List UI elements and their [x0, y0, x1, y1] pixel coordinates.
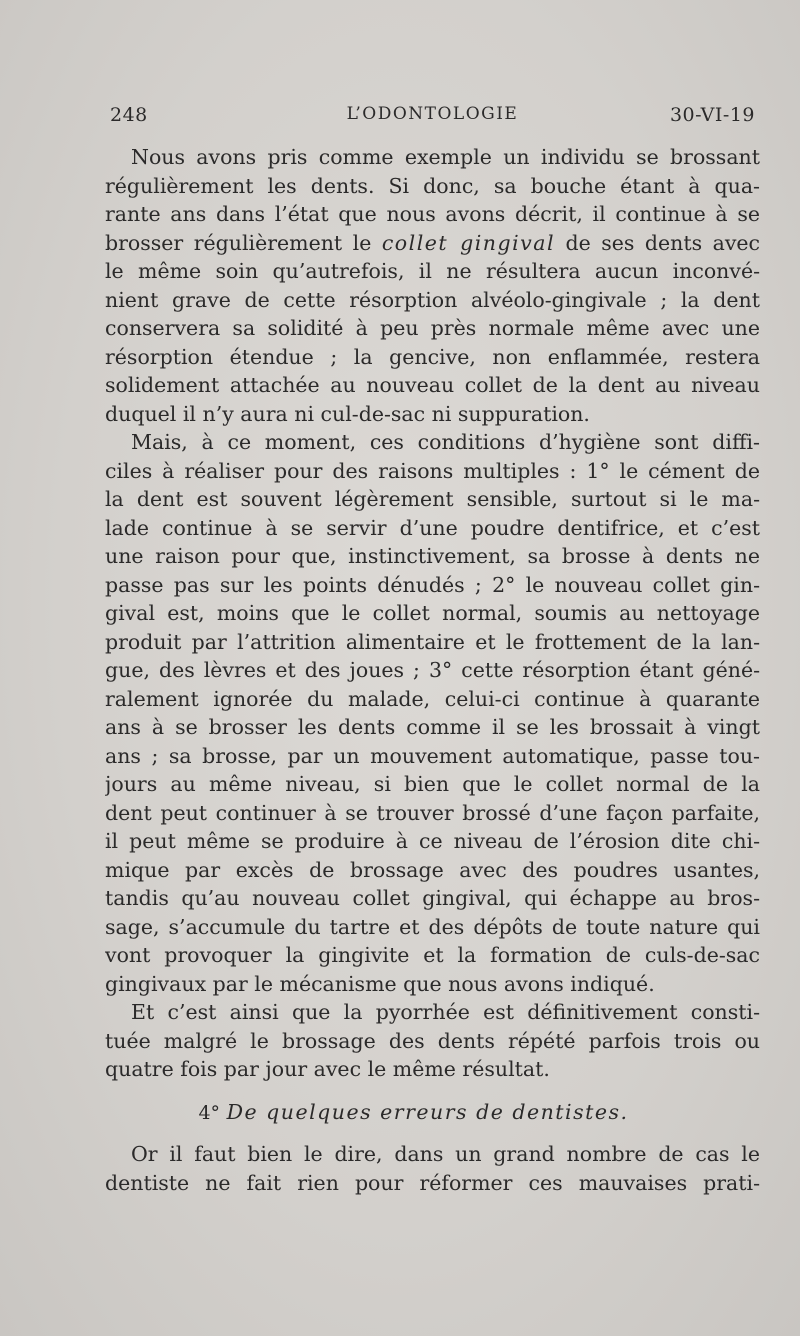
- text-line: Or il faut bien le dire, dans un grand nombre de cas le: [131, 1142, 760, 1166]
- section-number: 4°: [198, 1101, 221, 1124]
- text-line: gival est, moins que le collet normal, soumis au nettoyage: [105, 601, 760, 625]
- section-title: De quelques erreurs de dentistes.: [226, 1099, 629, 1124]
- paragraph-1: [105, 143, 760, 428]
- text-line: lade continue à se servir d’une poudre dentifrice, et c’est: [105, 515, 760, 540]
- text-line: le même soin qu’autrefois, il ne résultera aucun inconvé-: [105, 259, 760, 283]
- italic-term: collet gingival: [381, 230, 556, 255]
- text-line: [105, 229, 760, 258]
- text-line: une raison pour que, instinctivement, sa brosse à dents ne: [105, 544, 760, 568]
- text-line: Et c’est ainsi que la pyorrhée est définitivement consti-: [131, 1000, 760, 1024]
- page-header: [110, 104, 755, 132]
- text-line: nient grave de cette résorption alvéolo-gingivale ; la dent: [105, 287, 760, 312]
- page-body: [105, 143, 760, 1197]
- text-line: ans à se brosser les dents comme il se les brossait à vingt: [105, 715, 760, 739]
- text-line: dentiste ne fait rien pour réformer ces mauvaises prati-: [105, 1170, 760, 1195]
- text-line: régulièrement les dents. Si donc, sa bouche étant à qua-: [105, 173, 760, 198]
- issue-date: 30-VI-19: [669, 104, 755, 126]
- text-line: jours au même niveau, si bien que le collet normal de la: [105, 772, 760, 796]
- text-line: vont provoquer la gingivite et la formation de culs-de-sac: [105, 943, 760, 967]
- text-line: la dent est souvent légèrement sensible, surtout si le ma-: [105, 487, 760, 511]
- text-span: brosser régulièrement le: [105, 230, 382, 255]
- text-line: Nous avons pris comme exemple un individu se brossant: [131, 145, 760, 169]
- text-line: tuée malgré le brossage des dents répété parfois trois ou: [105, 1028, 760, 1053]
- paragraph-4: [105, 1140, 760, 1197]
- text-line: ralement ignorée du malade, celui-ci continue à quarante: [105, 686, 760, 711]
- section-heading: [105, 1098, 760, 1127]
- text-line: tandis qu’au nouveau collet gingival, qui échappe au bros-: [105, 886, 760, 910]
- text-line: sage, s’accumule du tartre et des dépôts de toute nature qui: [105, 914, 760, 939]
- page-number: 248: [110, 104, 148, 126]
- text-line: quatre fois par jour avec le même résultat.: [105, 1057, 550, 1081]
- text-line: Mais, à ce moment, ces conditions d’hygiène sont diffi-: [131, 430, 760, 454]
- text-line: gue, des lèvres et des joues ; 3° cette résorption étant géné-: [105, 658, 760, 682]
- text-span: de ses dents avec: [555, 230, 760, 255]
- text-line: il peut même se produire à ce niveau de l’érosion dite chi-: [105, 829, 760, 853]
- text-line: passe pas sur les points dénudés ; 2° le nouveau collet gin-: [105, 572, 760, 597]
- text-line: produit par l’attrition alimentaire et le frottement de la lan-: [105, 629, 760, 654]
- text-line: dent peut continuer à se trouver brossé d’une façon parfaite,: [105, 800, 760, 825]
- paragraph-3: [105, 998, 760, 1084]
- text-line: conservera sa solidité à peu près normale même avec une: [105, 316, 760, 340]
- text-line: résorption étendue ; la gencive, non enflammée, restera: [105, 344, 760, 369]
- text-line: duquel il n’y aura ni cul-de-sac ni suppuration.: [105, 401, 590, 426]
- text-line: ans ; sa brosse, par un mouvement automatique, passe tou-: [105, 743, 760, 768]
- text-line: gingivaux par le mécanisme que nous avons indiqué.: [105, 971, 655, 996]
- text-line: mique par excès de brossage avec des poudres usantes,: [105, 857, 760, 882]
- text-line: ciles à réaliser pour des raisons multiples : 1° le cément de: [105, 458, 760, 483]
- running-title: L’ODONTOLOGIE: [346, 104, 519, 124]
- text-line: rante ans dans l’état que nous avons décrit, il continue à se: [105, 202, 760, 226]
- paragraph-2: [105, 428, 760, 998]
- text-line: solidement attachée au nouveau collet de la dent au niveau: [105, 373, 760, 397]
